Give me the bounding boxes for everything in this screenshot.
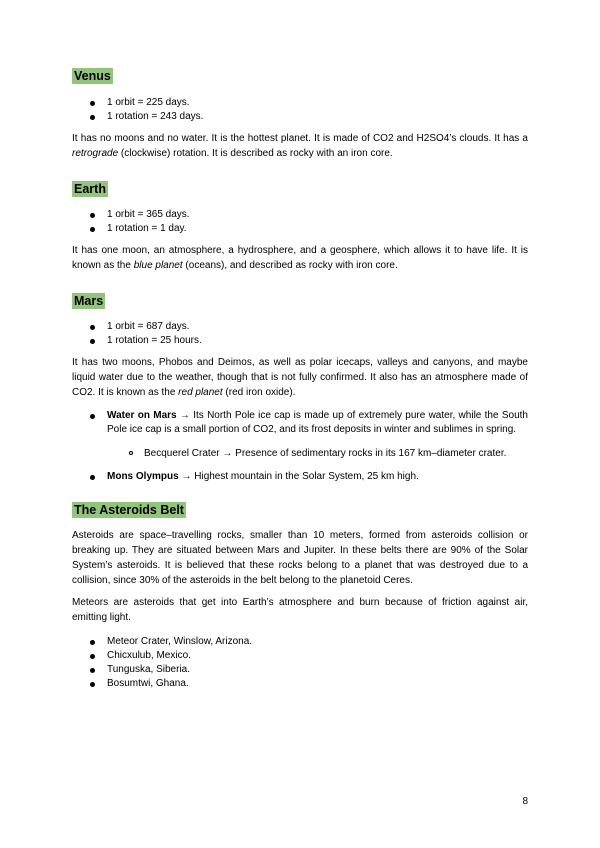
mars-paragraph: It has two moons, Phobos and Deimos, as well as polar icecaps, valleys and canyons, and maybe liquid water due to the weather, though that is not fully confirmed. It also has an atmosphere made of CO2. It is known as the red planet (red iron oxide). [72, 357, 528, 398]
venus-paragraph: It has no moons and no water. It is the hottest planet. It is made of CO2 and H2SO4’s clouds. It has a retrograde (clockwise) rotation. It is described as rocky with an iron core. [72, 133, 528, 159]
list-item-becquerel-crater: Becquerel Crater → Presence of sedimentary rocks in its 167 km–diameter crater. [72, 446, 528, 461]
mars-features-list [72, 409, 528, 437]
earth-paragraph: It has one moon, an atmosphere, a hydrosphere, and a geosphere, which allows it to have life. It is known as the blue planet (oceans), and described as rocky with iron core. [72, 245, 528, 271]
list-item: Meteor Crater, Winslow, Arizona. [72, 635, 528, 649]
section-heading-asteroids: The Asteroids Belt [74, 503, 184, 517]
mars-features-list-2 [72, 470, 528, 484]
page-content [72, 68, 528, 691]
list-item-water-on-mars: Water on Mars → Its North Pole ice cap is made up of extremely pure water, while the South Pole ice cap is a small portion of CO2, and its frost deposits in winter and sublimes in spring. [72, 409, 528, 437]
meteors-paragraph: Meteors are asteroids that get into Earth’s atmosphere and burn because of friction against air, emitting light. [72, 597, 528, 623]
list-item: Bosumtwi, Ghana. [72, 677, 528, 691]
list-item: 1 rotation = 243 days. [72, 110, 528, 124]
section-heading-mars: Mars [74, 294, 104, 308]
list-item: Tunguska, Siberia. [72, 663, 528, 677]
list-item: 1 rotation = 25 hours. [72, 334, 528, 348]
venus-facts-list [72, 96, 528, 124]
list-item: 1 rotation = 1 day. [72, 222, 528, 236]
list-item: Chicxulub, Mexico. [72, 649, 528, 663]
asteroids-paragraph: Asteroids are space–travelling rocks, smaller than 10 meters, formed from asteroids collision or breaking up. They are situated between Mars and Jupiter. In these belts there are 90% of the Solar System’s asteroids. It is believed that these rocks belong to a planet that was destroyed due to a collision, since 30% of the asteroids in the belt belong to the planetoid Ceres. [72, 530, 528, 586]
section-heading-earth: Earth [74, 182, 106, 196]
list-item: 1 orbit = 365 days. [72, 208, 528, 222]
craters-list [72, 635, 528, 691]
list-item-mons-olympus: Mons Olympus → Highest mountain in the Solar System, 25 km high. [72, 470, 528, 484]
list-item: 1 orbit = 225 days. [72, 96, 528, 110]
section-heading-venus: Venus [74, 69, 111, 83]
list-item: 1 orbit = 687 days. [72, 320, 528, 334]
mars-facts-list [72, 320, 528, 348]
earth-facts-list [72, 208, 528, 236]
mars-sub-list [72, 446, 528, 461]
page-number: 8 [522, 796, 528, 807]
